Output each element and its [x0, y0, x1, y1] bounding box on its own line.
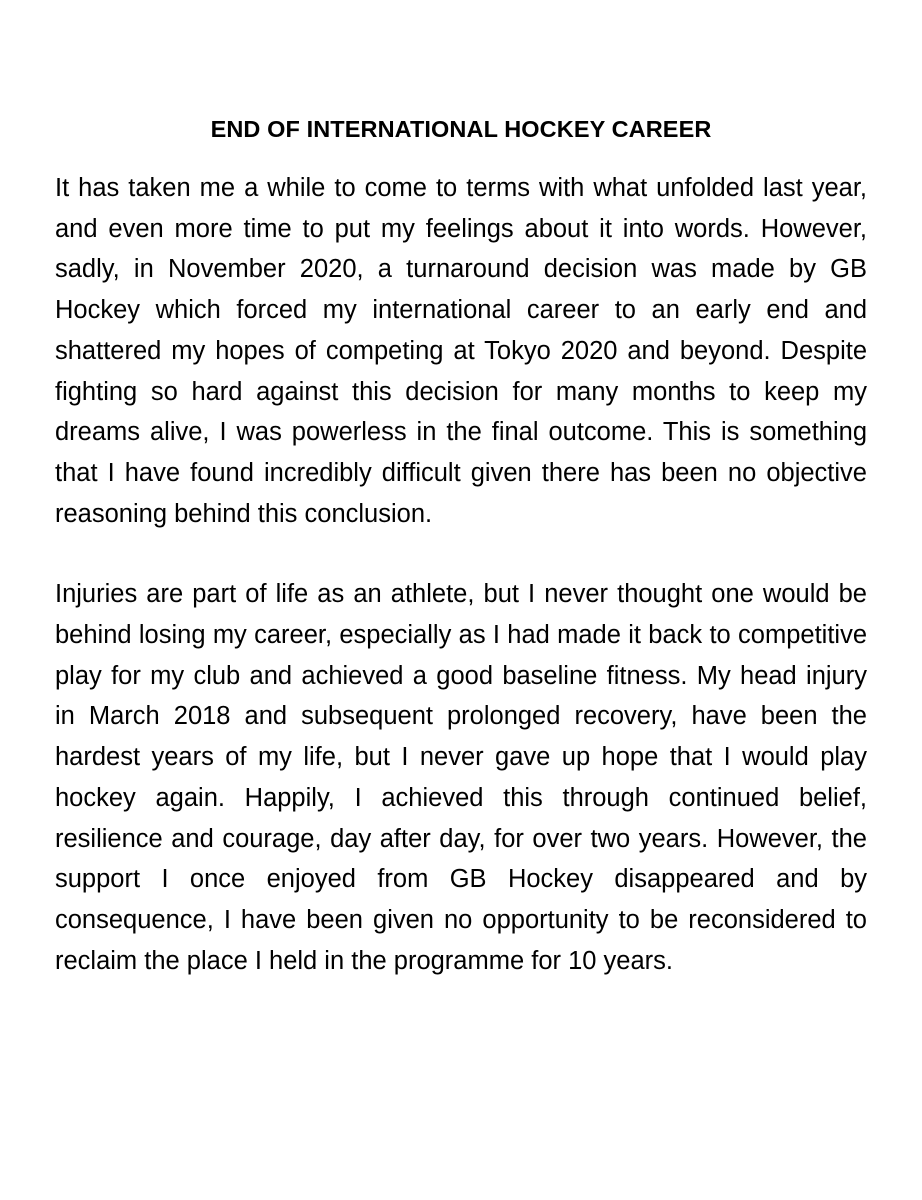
paragraph-career-end: It has taken me a while to come to terms with what unfolded last year, and even more time to put my feelings about it into words. However, sadly, in November 2020, a turnaround decision was made by GB Hockey which forced my international career to an early end and shattered my hopes of competing at Tokyo 2020 and beyond. Despite fighting so hard against this decision for many months to keep my dreams alive, I was powerless in the final outcome. This is something that I have found incredibly difficult given there has been no objective reasoning behind this conclusion.: [55, 174, 867, 528]
document-title: END OF INTERNATIONAL HOCKEY CAREER: [210, 116, 712, 142]
paragraph-injury: Injuries are part of life as an athlete, but I never thought one would be behind losing my career, especially as I had made it back to competitive play for my club and achieved a good baseline fitness. My head injury in March 2018 and subsequent prolonged recovery, have been the hardest years of my life, but I never gave up hope that I would play hockey again. Happily, I achieved this through continued belief, resilience and courage, day after day, for over two years. However, the support I once enjoyed from GB Hockey disappeared and by consequence, I have been given no opportunity to be reconsidered to reclaim the place I held in the programme for 10 years.: [55, 580, 867, 975]
